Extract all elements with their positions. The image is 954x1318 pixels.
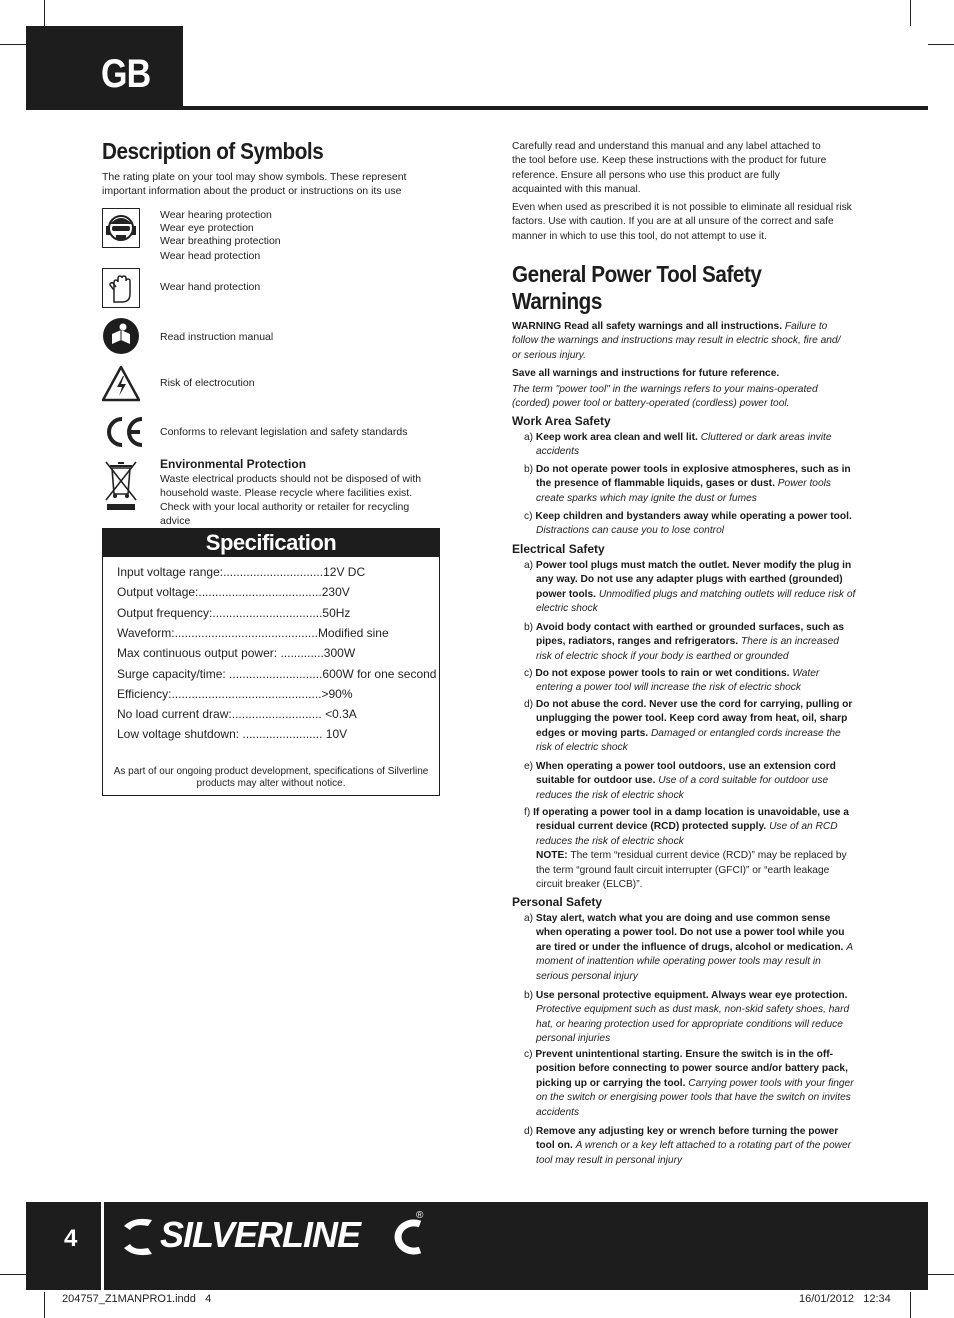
crop-mark (910, 1292, 911, 1318)
spec-value: 230V (321, 585, 350, 600)
brand-name: SILVERLINE (160, 1214, 361, 1255)
item-explanation: Water entering a power tool will increase the risk of electric shock (536, 668, 820, 694)
item-instruction: Use personal protective equipment. Always wear eye protection. (535, 990, 848, 1001)
item-explanation: There is an increased risk of electric shock if your body is earthed or grounded (536, 636, 839, 662)
crop-mark (0, 44, 26, 45)
item-letter: f) (524, 807, 531, 818)
spec-label: Output frequency: (117, 605, 213, 620)
item-explanation: Carrying power tools with your finger on the switch or energising power tools that have the switch on invites accidents (536, 1077, 854, 1118)
item-letter: d) (524, 699, 534, 710)
safety-item (512, 510, 856, 539)
safety-item (512, 1125, 856, 1168)
safety-item (512, 912, 856, 984)
spec-label: Input voltage range: (117, 565, 224, 579)
personal-title: Personal Safety (512, 895, 603, 909)
spec-row (117, 626, 389, 640)
item-instruction: If operating a power tool in a damp location is unavoidable, use a residual current device (RCD) protected supply. (533, 807, 849, 833)
file-info: 204757_Z1MANPRO1.indd 4 (62, 1293, 212, 1305)
spec-dots: ........................ (239, 727, 326, 742)
item-explanation: Unmodified plugs and matching outlets will reduce risk of electric shock (536, 588, 856, 615)
intro-paragraph-2: Even when used as prescribed it is not possible to eliminate all residual risk factors. Use with caution. If you are at all unsure of the correct and safe manner in which to use this tool, do not attempt to use it. (512, 202, 852, 242)
item-explanation: Power tools create sparks which may ignite the dust or fumes (536, 478, 831, 504)
symbols-title: Description of Symbols (102, 138, 324, 164)
item-explanation: Use of a cord suitable for outdoor use reduces the risk of electric shock (536, 775, 829, 801)
spec-label: Max continuous output power: (117, 646, 278, 661)
spec-value: <0.3A (325, 707, 357, 722)
item-instruction: When operating a power tool outdoors, use an extension cord suitable for outdoor use. (535, 761, 836, 787)
spec-value: 600W for one second (322, 666, 437, 681)
ce-mark-icon (102, 412, 140, 452)
item-letter: c) (524, 668, 533, 679)
env-text: Waste electrical products should not be disposed of with household waste. Please recycle where facilities exist. Check with your local authority or retailer for recycling advice (160, 473, 422, 527)
item-instruction: Avoid body contact with earthed or grounded surfaces, such as pipes, radiators, ranges and refrigerators. (535, 622, 845, 648)
language-code: GB (101, 52, 151, 96)
crop-mark (928, 1274, 954, 1275)
spec-row (117, 565, 365, 579)
electrocution-warning-icon (102, 364, 140, 404)
spec-row (117, 606, 350, 620)
item-instruction: Keep work area clean and well lit. (535, 432, 698, 443)
crop-mark (928, 44, 954, 45)
spec-label: Surge capacity/time: (117, 666, 226, 681)
spec-value: 12V DC (323, 565, 366, 579)
item-instruction: Stay alert, watch what you are doing and use common sense when operating a power tool. Do not use a power tool while you are tired or under the influence of drugs, alcohol or medication. (535, 913, 845, 953)
spec-dots: ............................................. (171, 686, 322, 701)
crop-mark (44, 0, 45, 26)
spec-value: 300W (323, 646, 356, 661)
work-area-title: Work Area Safety (512, 414, 611, 428)
page-number: 4 (64, 1225, 78, 1252)
safety-item (512, 698, 856, 756)
crop-mark (910, 0, 911, 26)
spec-dots: ................................. (212, 605, 323, 620)
safety-item (512, 806, 856, 892)
spec-value: Modified sine (317, 625, 389, 640)
header-rule (183, 106, 928, 110)
ppe-head-icon (102, 208, 140, 248)
symbol-label: Conforms to relevant legislation and safety standards (160, 426, 408, 438)
spec-value: 50Hz (322, 605, 351, 620)
registered-mark: ® (416, 1210, 424, 1221)
item-letter: b) (524, 990, 534, 1001)
spec-value: >90% (321, 686, 353, 701)
item-explanation: Cluttered or dark areas invite accidents (536, 432, 832, 458)
specification-box (102, 528, 440, 796)
item-explanation: Damaged or entangled cords increase the risk of electric shock (536, 727, 841, 754)
item-letter: d) (524, 1126, 534, 1137)
item-explanation: A moment of inattention while operating power tools may result in serious personal injury (536, 941, 853, 982)
spec-row (117, 727, 347, 741)
warning-paragraph: WARNING Read all safety warnings and all instructions. Failure to follow the warnings and instructions may result in electric shock, fire and/ or serious injury. (512, 321, 841, 361)
item-instruction: Do not expose power tools to rain or wet conditions. (535, 668, 790, 679)
item-letter: c) (524, 511, 533, 522)
symbol-label: Risk of electrocution (160, 377, 255, 389)
safety-item (512, 431, 856, 460)
intro-paragraph-1: Carefully read and understand this manual and any label attached to the tool before use. Keep these instructions with the product for future reference. Ensure all persons who use this product are fully acquainted with this manual. (512, 141, 827, 196)
item-letter: a) (524, 432, 534, 443)
item-instruction: Power tool plugs must match the outlet. Never modify the plug in any way. Do not use any adapter plugs with earthed (grounded) power tools. (535, 560, 852, 600)
spec-dots: ........................... (231, 707, 326, 722)
item-instruction: Keep children and bystanders away while operating a power tool. (535, 511, 852, 522)
symbols-intro: The rating plate on your tool may show symbols. These represent important information about the product or instructions on its use (102, 171, 407, 197)
env-title: Environmental Protection (160, 457, 307, 471)
item-letter: c) (524, 1049, 533, 1060)
print-date: 16/01/2012 12:34 (799, 1293, 891, 1305)
spec-label: Waveform: (117, 625, 175, 640)
item-explanation: Distractions can cause you to lose control (536, 525, 724, 537)
spec-row (117, 585, 350, 599)
safety-item (512, 760, 856, 803)
item-letter: e) (524, 761, 534, 772)
item-letter: a) (524, 560, 534, 571)
spec-label: Output voltage: (117, 585, 199, 600)
spec-note: As part of our ongoing product development, specifications of Silverline products may alter without notice. (113, 766, 429, 789)
item-explanation: Protective equipment such as dust mask, non-skid safety shoes, hard hat, or hearing protection used for appropriate conditions will reduce personal injuries (536, 1004, 850, 1045)
spec-dots: ..................................... (198, 585, 322, 600)
spec-dots: .............................. (223, 565, 324, 579)
safety-item (512, 989, 856, 1047)
item-instruction: Do not operate power tools in explosive atmospheres, such as in the presence of flammable liquids, gases or dust. (535, 464, 851, 490)
item-explanation: Use of an RCD reduces the risk of electric shock (536, 821, 838, 847)
symbol-label: Read instruction manual (160, 331, 274, 343)
item-instruction: Prevent unintentional starting. Ensure the switch is in the off-position before connecting to power source and/or battery pack, picking up or carrying the tool. (535, 1049, 848, 1089)
spec-row (117, 707, 357, 721)
note-text: The term “residual current device (RCD)” may be replaced by the term “ground fault circuit interrupter (GFCI)” or “earth leakage circuit breaker (ELCB)”. (536, 850, 847, 891)
spec-label: Low voltage shutdown: (117, 727, 240, 742)
save-instructions: Save all warnings and instructions for future reference. (512, 368, 780, 379)
spec-row (117, 646, 355, 660)
item-letter: b) (524, 464, 534, 475)
item-letter: b) (524, 622, 534, 633)
spec-row (117, 667, 436, 681)
safety-item (512, 621, 856, 664)
symbol-label: Wear hand protection (160, 281, 261, 293)
safety-item (512, 667, 856, 696)
safety-item (512, 1048, 856, 1120)
crossed-bin-icon (102, 458, 140, 514)
safety-item (512, 559, 856, 617)
item-explanation: A wrench or a key left attached to a rotating part of the power tool may result in personal injury (536, 1140, 852, 1166)
item-instruction: Remove any adjusting key or wrench before turning the power tool on. (535, 1126, 839, 1152)
symbol-label: Wear hearing protection Wear eye protection Wear breathing protection Wear head protection (160, 209, 281, 262)
spec-value: 10V (325, 727, 348, 742)
spec-label: Efficiency: (117, 686, 172, 701)
spec-title: Specification (103, 529, 439, 557)
crop-mark (44, 1292, 45, 1318)
power-tool-term: The term "power tool" in the warnings refers to your mains-operated (corded) power tool or battery-operated (cordless) power tool. (512, 384, 818, 410)
crop-mark (0, 1274, 26, 1275)
spec-dots: ........................................... (174, 625, 318, 640)
glove-icon (102, 268, 140, 308)
note-label: NOTE: (536, 850, 568, 862)
spec-dots: ............. (277, 646, 324, 661)
spec-row (117, 687, 353, 701)
item-letter: a) (524, 913, 534, 924)
electrical-title: Electrical Safety (512, 542, 605, 556)
spec-dots: ............................ (225, 666, 323, 681)
safety-title: General Power Tool Safety Warnings (512, 261, 762, 314)
manual-icon (102, 316, 140, 356)
safety-item (512, 463, 856, 506)
spec-label: No load current draw: (117, 707, 232, 722)
item-instruction: Do not abuse the cord. Never use the cord for carrying, pulling or unplugging the power tool. Keep cord away from heat, oil, sharp edges or moving parts. (535, 699, 853, 739)
